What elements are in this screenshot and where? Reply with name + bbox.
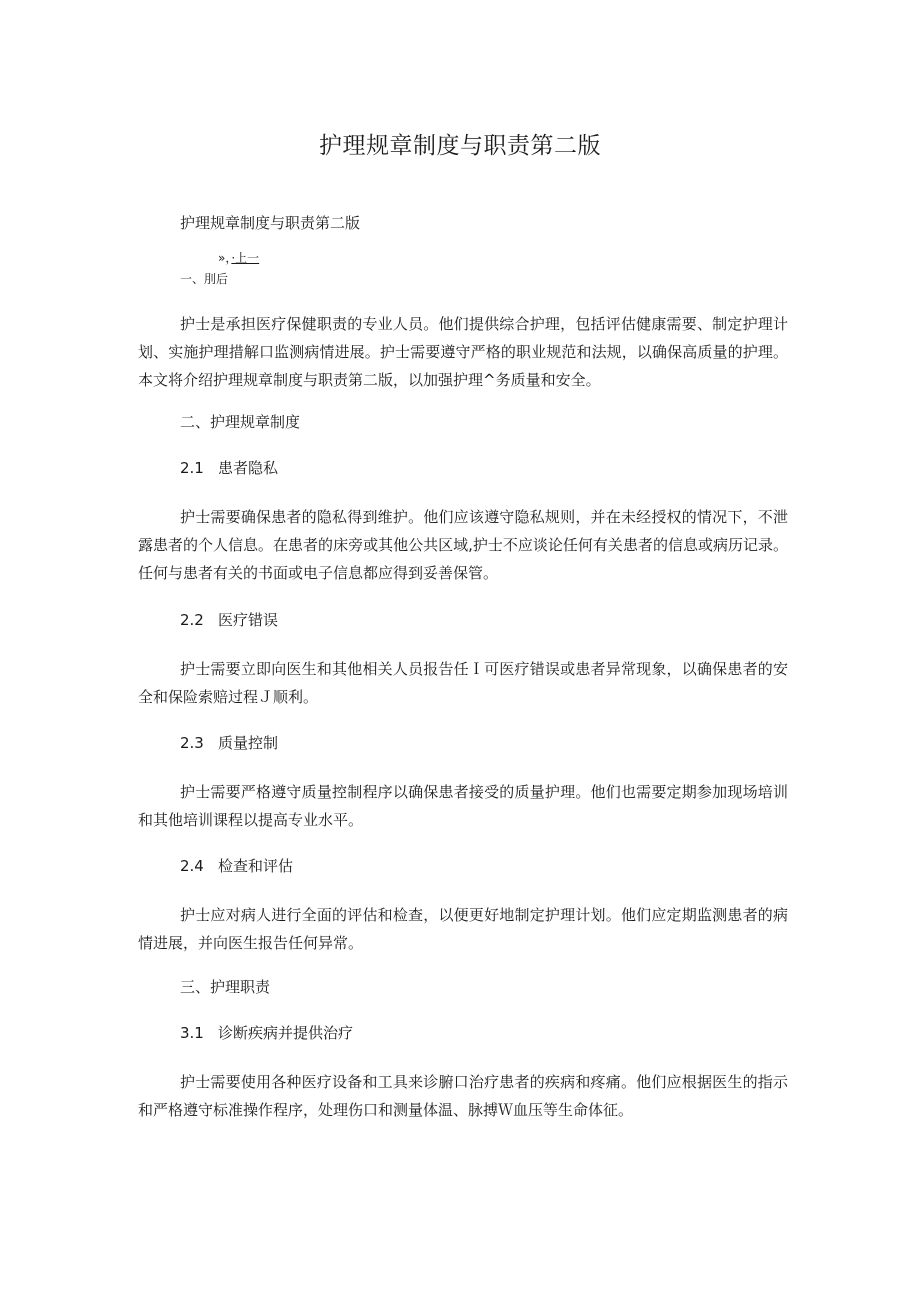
subsection-2-3-heading bbox=[180, 731, 278, 755]
subsection-number: 3.1 bbox=[180, 1024, 204, 1042]
subsection-2-4-body: 护士应对病人进行全面的评估和检查，以便更好地制定护理计划。他们应定期监测患者的病情进展，并向医生报告任何异常。 bbox=[138, 906, 788, 952]
section-2-heading: 二、护理规章制度 bbox=[180, 413, 301, 431]
page-marker-prefix: »， bbox=[218, 251, 232, 265]
page-marker bbox=[218, 250, 259, 266]
subsection-title: 诊断疾病并提供治疗 bbox=[218, 1024, 354, 1042]
subsection-title: 检查和评估 bbox=[218, 857, 294, 875]
subsection-3-1-body: 护士需要使用各种医疗设备和工具来诊腑口治疗患者的疾病和疼痛。他们应根据医生的指示和严格遵守标准操作程序，处理伤口和测量体温、脉搏Ｗ血压等生命体征。 bbox=[138, 1073, 788, 1119]
document-title: 护理规章制度与职责第二版 bbox=[319, 133, 601, 159]
subsection-2-3-body: 护士需要严格遵守质量控制程序以确保患者接受的质量护理。他们也需要定期参加现场培训和其他培训课程以提高专业水平。 bbox=[138, 783, 788, 829]
page-marker-link: ·上一 bbox=[231, 251, 260, 265]
subsection-number: 2.2 bbox=[180, 611, 204, 629]
intro-paragraph: 护士是承担医疗保健职责的专业人员。他们提供综合护理，包括评估健康需要、制定护理计划、实施护理措解口监测病情进展。护士需要遵守严格的职业规范和法规，以确保高质量的护理。本文将介绍护理规章制度与职责第二版，以加强护理^务质量和安全。 bbox=[138, 315, 788, 389]
subsection-number: 2.4 bbox=[180, 857, 204, 875]
subsection-title: 患者隐私 bbox=[218, 459, 279, 477]
subsection-title: 质量控制 bbox=[218, 734, 279, 752]
preface-heading: 一、刖后 bbox=[180, 272, 229, 286]
document-subtitle: 护理规章制度与职责第二版 bbox=[180, 214, 361, 232]
subsection-2-2-heading bbox=[180, 608, 278, 632]
subsection-2-4-heading bbox=[180, 854, 293, 878]
subsection-2-1-body: 护士需要确保患者的隐私得到维护。他们应该遵守隐私规则，并在未经授权的情况下，不泄露患者的个人信息。在患者的床旁或其他公共区域,护士不应谈论任何有关患者的信息或病历记录。任何与患者有关的书面或电子信息都应得到妥善保管。 bbox=[138, 508, 788, 582]
subsection-2-2-body: 护士需要立即向医生和其他相关人员报告任Ｉ可医疗错误或患者异常现象，以确保患者的安全和保险索赔过程Ｊ顺利。 bbox=[138, 660, 788, 706]
subsection-3-1-heading bbox=[180, 1021, 353, 1045]
subsection-title: 医疗错误 bbox=[218, 611, 279, 629]
subsection-2-1-heading bbox=[180, 456, 278, 480]
section-3-heading: 三、护理职责 bbox=[180, 978, 271, 996]
subsection-number: 2.1 bbox=[180, 459, 204, 477]
subsection-number: 2.3 bbox=[180, 734, 204, 752]
